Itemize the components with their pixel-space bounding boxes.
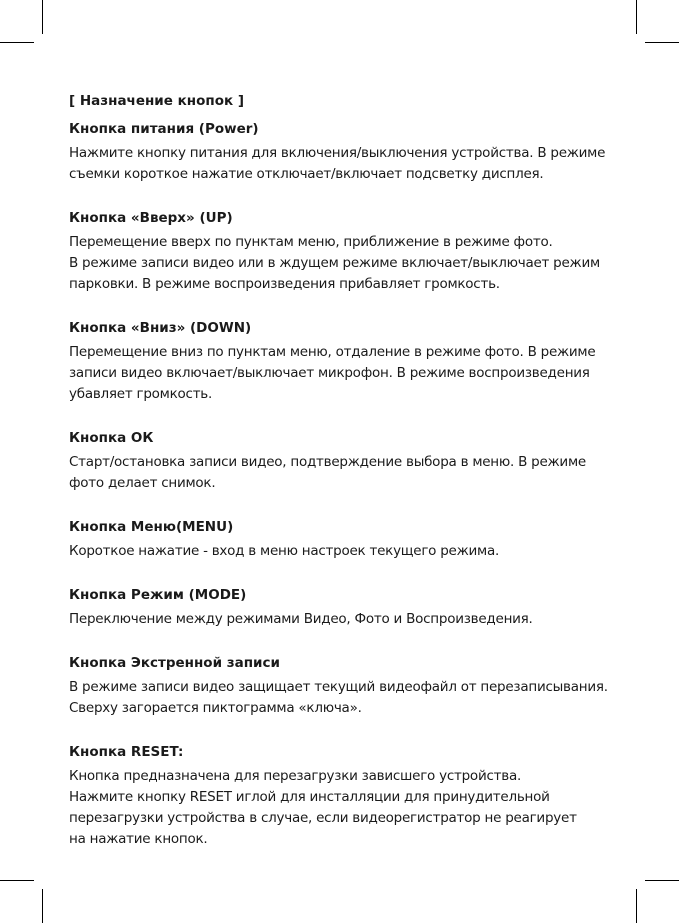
section-reset-button: [69, 743, 629, 850]
section-title: Кнопка Меню(MENU): [69, 519, 234, 535]
section-title: Кнопка ОК: [69, 430, 154, 446]
section-text-line: Перемещение вниз по пунктам меню, отдаление в режиме фото. В режиме: [69, 344, 596, 360]
section-text-line: записи видео включает/выключает микрофон. В режиме воспроизведения: [69, 365, 590, 381]
section-text-line: парковки. В режиме воспроизведения прибавляет громкость.: [69, 276, 500, 292]
crop-mark-bottom-left-horizontal: [0, 880, 34, 881]
page-header: [ Назначение кнопок ]: [69, 93, 245, 109]
section-text-line: Переключение между режимами Видео, Фото и Воспроизведения.: [69, 611, 533, 627]
section-text-line: Старт/остановка записи видео, подтверждение выбора в меню. В режиме: [69, 454, 586, 470]
section-title: Кнопка Режим (MODE): [69, 587, 247, 603]
section-text-line: Сверху загорается пиктограмма «ключа».: [69, 700, 362, 716]
section-text-line: Короткое нажатие - вход в меню настроек текущего режима.: [69, 543, 500, 559]
section-text-line: Перемещение вверх по пунктам меню, приближение в режиме фото.: [69, 234, 553, 250]
section-text-line: перезагрузки устройства в случае, если видеорегистратор не реагирует: [69, 810, 577, 826]
section-text-line: В режиме записи видео или в ждущем режиме включает/выключает режим: [69, 255, 600, 271]
section-title: Кнопка RESET:: [69, 744, 184, 760]
section-down-button: [69, 319, 629, 405]
section-text-line: съемки короткое нажатие отключает/включает подсветку дисплея.: [69, 166, 544, 182]
section-title: Кнопка «Вверх» (UP): [69, 210, 233, 226]
section-text-line: Нажмите кнопку питания для включения/выключения устройства. В режиме: [69, 145, 606, 161]
section-text-line: Нажмите кнопку RESET иглой для инсталляции для принудительной: [69, 789, 550, 805]
section-power-button: [69, 120, 629, 185]
section-text-line: В режиме записи видео защищает текущий видеофайл от перезаписывания.: [69, 679, 608, 695]
section-text-line: на нажатие кнопок.: [69, 831, 208, 847]
section-text-line: убавляет громкость.: [69, 386, 213, 402]
section-emergency-button: [69, 654, 629, 719]
section-mode-button: [69, 586, 629, 630]
section-title: Кнопка «Вниз» (DOWN): [69, 320, 252, 336]
section-text-line: фото делает снимок.: [69, 475, 216, 491]
crop-mark-top-right-vertical: [636, 0, 637, 34]
section-up-button: [69, 209, 629, 295]
section-ok-button: [69, 429, 629, 494]
crop-mark-top-left-vertical: [42, 0, 43, 34]
crop-mark-bottom-right-horizontal: [645, 880, 679, 881]
crop-mark-top-right-horizontal: [645, 42, 679, 43]
crop-mark-top-left-horizontal: [0, 42, 34, 43]
crop-mark-bottom-left-vertical: [42, 889, 43, 923]
crop-mark-bottom-right-vertical: [636, 889, 637, 923]
section-title: Кнопка питания (Power): [69, 121, 259, 137]
section-text-line: Кнопка предназначена для перезагрузки зависшего устройства.: [69, 768, 522, 784]
section-title: Кнопка Экстренной записи: [69, 655, 280, 671]
section-menu-button: [69, 518, 629, 562]
manual-page: [69, 92, 629, 874]
